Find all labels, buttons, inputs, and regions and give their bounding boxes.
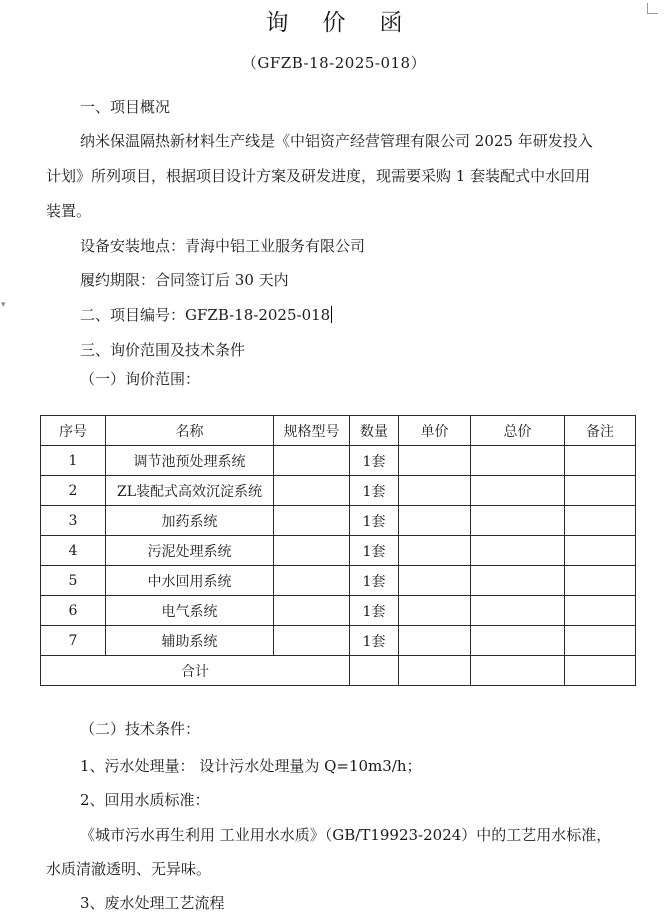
tech-item-2-line-2: 水质清澈透明、无异味。 — [46, 860, 212, 878]
cell-no[interactable]: 3 — [41, 506, 106, 536]
total-unit-price-cell[interactable] — [399, 656, 471, 686]
cell-unit-price[interactable] — [399, 446, 471, 476]
table-row — [41, 566, 636, 596]
table-row — [41, 596, 636, 626]
delivery-period: 履约期限：合同签订后 30 天内 — [80, 271, 289, 289]
cell-qty[interactable]: 1套 — [350, 506, 399, 536]
table-row — [41, 536, 636, 566]
overview-paragraph-line-2: 计划》所列项目，根据项目设计方案及研发进度，现需要采购 1 套装配式中水回用 — [46, 167, 591, 185]
overview-paragraph-line-1: 纳米保温隔热新材料生产线是《中铝资产经营管理有限公司 2025 年研发投入 — [80, 132, 593, 150]
header-qty: 数量 — [350, 416, 399, 446]
cell-no[interactable]: 6 — [41, 596, 106, 626]
cell-total-price[interactable] — [471, 626, 565, 656]
cell-total-price[interactable] — [471, 536, 565, 566]
cell-spec[interactable] — [274, 566, 350, 596]
cell-name[interactable]: ZL装配式高效沉淀系统 — [106, 476, 274, 506]
cell-unit-price[interactable] — [399, 506, 471, 536]
cell-unit-price[interactable] — [399, 566, 471, 596]
table-total-row — [41, 656, 636, 686]
cell-no[interactable]: 2 — [41, 476, 106, 506]
cell-remarks[interactable] — [565, 596, 636, 626]
project-number-line[interactable] — [80, 304, 332, 325]
cell-spec[interactable] — [274, 536, 350, 566]
project-number-text: 二、项目编号：GFZB-18-2025-018 — [80, 306, 331, 324]
total-label-cell[interactable]: 合计 — [41, 656, 350, 686]
header-unit-price: 单价 — [399, 416, 471, 446]
cell-name[interactable]: 电气系统 — [106, 596, 274, 626]
cell-spec[interactable] — [274, 446, 350, 476]
cell-no[interactable]: 1 — [41, 446, 106, 476]
cell-unit-price[interactable] — [399, 536, 471, 566]
overview-heading: 一、项目概况 — [80, 98, 171, 116]
cell-qty[interactable]: 1套 — [350, 536, 399, 566]
cell-remarks[interactable] — [565, 626, 636, 656]
total-qty-cell[interactable] — [350, 656, 399, 686]
cell-total-price[interactable] — [471, 446, 565, 476]
cell-name[interactable]: 中水回用系统 — [106, 566, 274, 596]
tech-item-2: 2、回用水质标准： — [80, 791, 210, 809]
cell-total-price[interactable] — [471, 596, 565, 626]
cell-remarks[interactable] — [565, 566, 636, 596]
table-row — [41, 446, 636, 476]
cell-unit-price[interactable] — [399, 476, 471, 506]
cell-qty[interactable]: 1套 — [350, 446, 399, 476]
cell-qty[interactable]: 1套 — [350, 566, 399, 596]
cell-remarks[interactable] — [565, 536, 636, 566]
cell-qty[interactable]: 1套 — [350, 596, 399, 626]
table-row — [41, 506, 636, 536]
header-total-price: 总价 — [471, 416, 565, 446]
margin-marker: ▾ — [1, 300, 6, 310]
cell-name[interactable]: 调节池预处理系统 — [106, 446, 274, 476]
cell-no[interactable]: 7 — [41, 626, 106, 656]
header-spec: 规格型号 — [274, 416, 350, 446]
cell-name[interactable]: 污泥处理系统 — [106, 536, 274, 566]
header-name: 名称 — [106, 416, 274, 446]
total-remarks-cell[interactable] — [565, 656, 636, 686]
cell-spec[interactable] — [274, 476, 350, 506]
cell-unit-price[interactable] — [399, 596, 471, 626]
inquiry-table — [40, 415, 636, 686]
tech-item-2-line-1: 《城市污水再生利用 工业用水水质》（GB/T19923-2024）中的工艺用水标准， — [80, 826, 612, 844]
tech-item-3: 3、废水处理工艺流程 — [80, 894, 225, 912]
header-no: 序号 — [41, 416, 106, 446]
cell-name[interactable]: 加药系统 — [106, 506, 274, 536]
scope-heading: 三、询价范围及技术条件 — [80, 341, 246, 359]
cell-name[interactable]: 辅助系统 — [106, 626, 274, 656]
cell-spec[interactable] — [274, 506, 350, 536]
cell-remarks[interactable] — [565, 446, 636, 476]
overview-paragraph-line-3: 装置。 — [46, 202, 92, 220]
cell-total-price[interactable] — [471, 506, 565, 536]
cell-spec[interactable] — [274, 626, 350, 656]
document-number: （GFZB-18-2025-018） — [241, 54, 427, 72]
page-title: 询价函 — [265, 10, 437, 36]
tech-heading: （二）技术条件： — [80, 720, 201, 738]
table-row — [41, 476, 636, 506]
cell-unit-price[interactable] — [399, 626, 471, 656]
scope-subheading: （一）询价范围： — [80, 370, 201, 388]
cell-qty[interactable]: 1套 — [350, 476, 399, 506]
cell-remarks[interactable] — [565, 476, 636, 506]
tech-item-1: 1、污水处理量： 设计污水处理量为 Q=10m3/h； — [80, 757, 422, 775]
cell-qty[interactable]: 1套 — [350, 626, 399, 656]
total-price-cell[interactable] — [471, 656, 565, 686]
cell-total-price[interactable] — [471, 566, 565, 596]
cell-total-price[interactable] — [471, 476, 565, 506]
cell-no[interactable]: 5 — [41, 566, 106, 596]
table-header-row — [41, 416, 636, 446]
cell-spec[interactable] — [274, 596, 350, 626]
cell-remarks[interactable] — [565, 506, 636, 536]
text-cursor — [331, 306, 332, 323]
install-location: 设备安装地点：青海中铝工业服务有限公司 — [80, 237, 366, 255]
cell-no[interactable]: 4 — [41, 536, 106, 566]
header-remarks: 备注 — [565, 416, 636, 446]
table-row — [41, 626, 636, 656]
